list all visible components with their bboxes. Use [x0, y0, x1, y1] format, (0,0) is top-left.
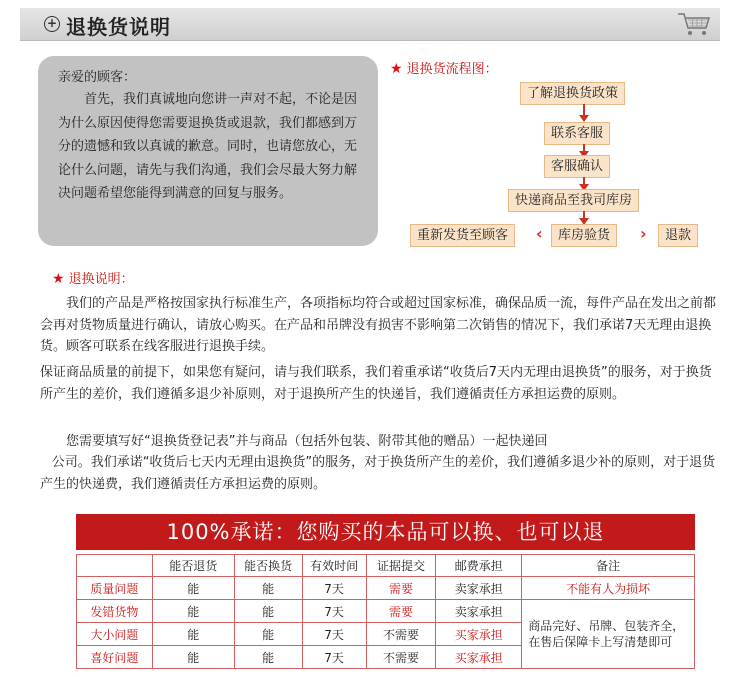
greeting-salute: 亲爱的顾客： [58, 70, 137, 85]
header-cell: 能否退货 [152, 555, 234, 577]
down-arrow-icon [583, 211, 585, 219]
exchange-cell: 能 [234, 623, 302, 646]
header-cell [77, 555, 153, 577]
explanation-paragraph-3a: 您需要填写好“退换货登记表”并与商品（包括外包装、附带其他的赠品）一起快递回 [66, 434, 548, 449]
postage-cell: 买家承担 [436, 646, 522, 669]
promise-table [76, 554, 695, 669]
exchange-cell: 能 [234, 646, 302, 669]
explanation-paragraph-1: 我们的产品是严格按国家执行标准生产，各项指标均符合或超过国家标准，确保品质一流，每件产品在发出之前都会再对货物质量进行确认，请放心购买。在产品和吊牌没有损害不影响第二次销售的情况下，我们承诺7天无理由退换货。顾客可联系在线客服进行退换手续。 [40, 296, 717, 354]
flow-step-confirm: 客服确认 [544, 155, 610, 178]
exchange-cell: 能 [234, 577, 302, 600]
evidence-cell: 不需要 [366, 623, 436, 646]
postage-cell: 买家承担 [436, 623, 522, 646]
greeting-box [38, 56, 378, 246]
header-bar [20, 8, 720, 41]
evidence-cell: 需要 [366, 577, 436, 600]
flow-step-inspect: 库房验货 [551, 224, 617, 247]
evidence-cell: 需要 [366, 600, 436, 623]
shopping-cart-icon [676, 11, 712, 37]
return-cell: 能 [152, 623, 234, 646]
merged-note-cell: 商品完好、吊牌、包装齐全，在售后保障卡上写清楚即可 [522, 600, 695, 669]
explanation-paragraph-3b: 公司。我们承诺“收货后七天内无理由退换货”的服务，对于换货所产生的差价，我们遵循多退少补的原则，对于退货产生的快递费，我们遵循责任方承担运费的原则。 [40, 455, 716, 492]
return-cell: 能 [152, 646, 234, 669]
chevron-right-icon: › [640, 224, 647, 243]
issue-cell: 大小问题 [77, 623, 153, 646]
table-row [77, 577, 695, 600]
flow-step-refund: 退款 [658, 224, 698, 247]
postage-cell: 卖家承担 [436, 577, 522, 600]
header-cell: 备注 [522, 555, 695, 577]
time-cell: 7天 [302, 600, 366, 623]
header-cell: 证据提交 [366, 555, 436, 577]
chevron-left-icon: ‹ [536, 224, 543, 243]
return-cell: 能 [152, 600, 234, 623]
explanation-title [52, 268, 134, 287]
plus-circle-icon: + [44, 16, 60, 32]
table-row [77, 600, 695, 623]
explanation-paragraph-2: 保证商品质量的前提下，如果您有疑问，请与我们联系，我们着重承诺“收货后7天内无理由退换货”的服务，对于换货所产生的差价，我们遵循多退少补原则，对于退换所产生的快递旨，我们遵循责任方承担运费的原则。 [40, 365, 712, 402]
flow-step-contact: 联系客服 [544, 122, 610, 145]
header-cell: 能否换货 [234, 555, 302, 577]
evidence-cell: 不需要 [366, 646, 436, 669]
table-header-row [77, 555, 695, 577]
header-cell: 有效时间 [302, 555, 366, 577]
postage-cell: 卖家承担 [436, 600, 522, 623]
exchange-cell: 能 [234, 600, 302, 623]
flow-step-policy: 了解退换货政策 [520, 82, 625, 105]
flow-title [390, 58, 498, 77]
time-cell: 7天 [302, 623, 366, 646]
issue-cell: 质量问题 [77, 577, 153, 600]
down-arrow-icon [583, 144, 585, 152]
star-icon: ★ [52, 271, 65, 287]
promise-banner: 100%承诺：您购买的本品可以换、也可以退 [76, 514, 695, 550]
header-cell: 邮费承担 [436, 555, 522, 577]
explanation-title-text: 退换说明： [68, 272, 134, 287]
issue-cell: 喜好问题 [77, 646, 153, 669]
down-arrow-icon [583, 177, 585, 185]
flow-step-ship: 快递商品至我司库房 [508, 189, 639, 212]
flow-step-resend: 重新发货至顾客 [410, 224, 515, 247]
down-arrow-icon [583, 104, 585, 116]
greeting-body: 首先，我们真诚地向您讲一声对不起，不论是因为什么原因使得您需要退换货或退款，我们都感到万分的遗憾和致以真诚的歉意。同时，也请您放心，无论什么问题，请先与我们沟通，我们会尽最大努力解决问题希望您能得到满意的回复与服务。 [58, 92, 358, 201]
page-title: 退换货说明 [66, 15, 171, 39]
star-icon: ★ [390, 61, 403, 77]
time-cell: 7天 [302, 577, 366, 600]
issue-cell: 发错货物 [77, 600, 153, 623]
note-cell: 不能有人为损坏 [522, 577, 695, 600]
return-cell: 能 [152, 577, 234, 600]
flow-title-text: 退换货流程图： [406, 62, 498, 77]
time-cell: 7天 [302, 646, 366, 669]
